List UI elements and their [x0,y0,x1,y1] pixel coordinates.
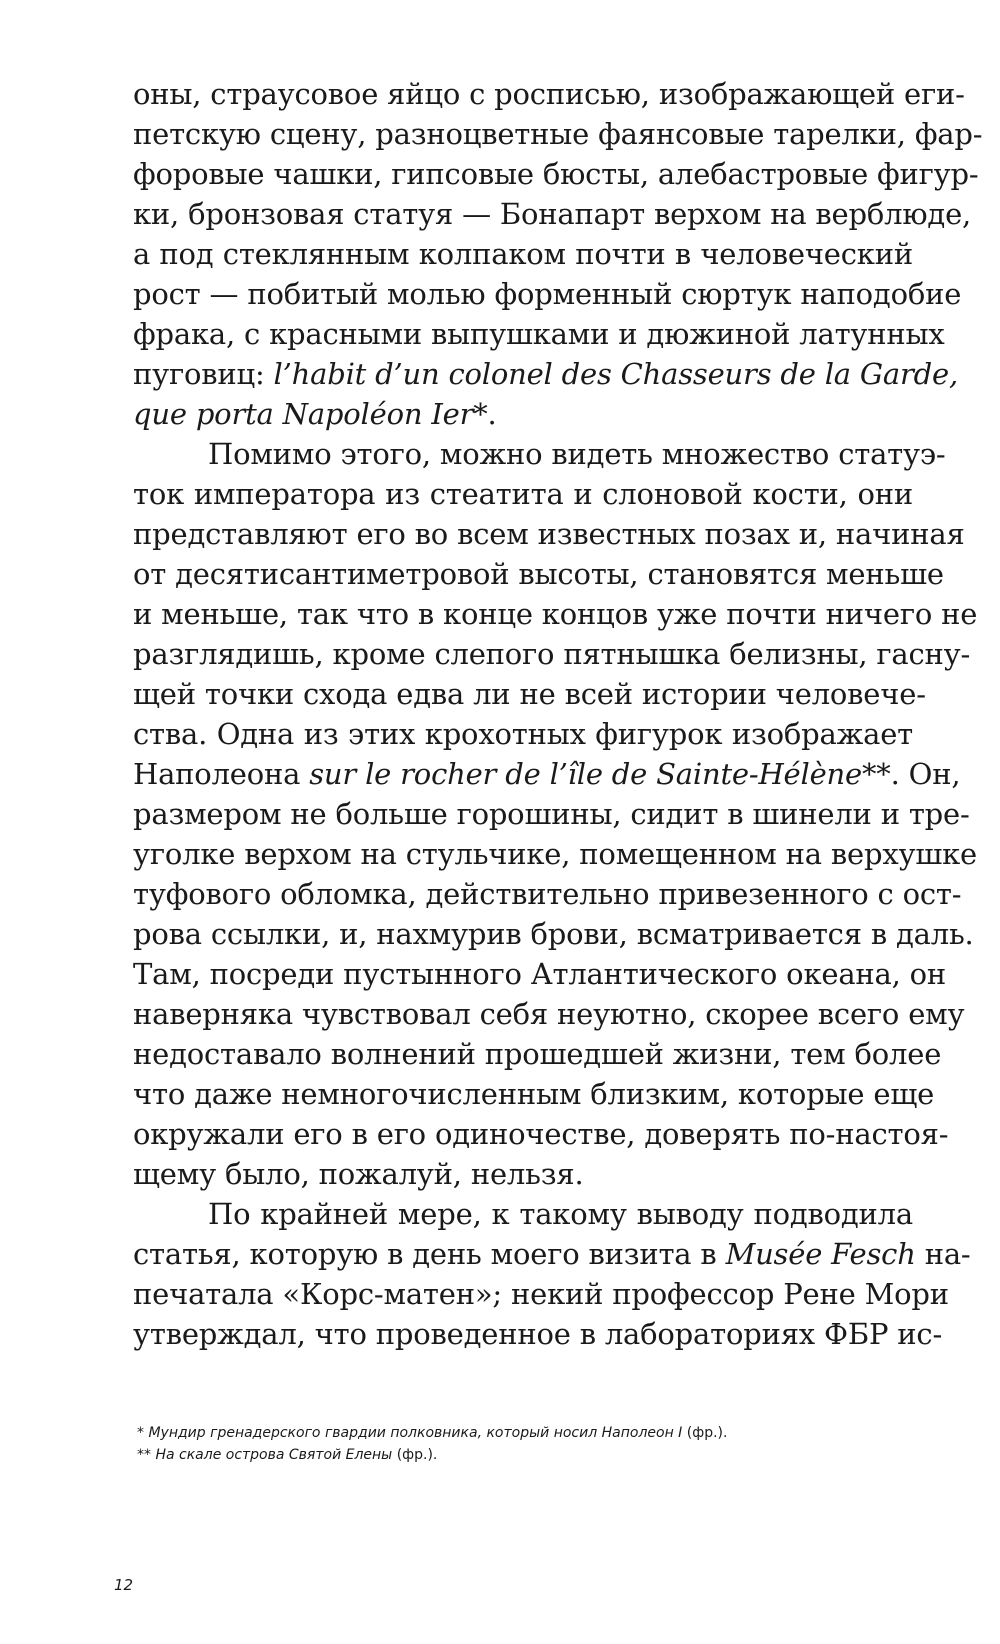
text-line: и меньше, так что в конце концов уже почти ничего не [133,597,978,631]
text-line: окружали его в его одиночестве, доверять по-настоя- [133,1117,949,1151]
text-line: а под стеклянным колпаком почти в человеческий [133,237,913,271]
text-line: оны, страусовое яйцо с росписью, изображающей еги- [133,77,965,111]
text-line: щему было, пожалуй, нельзя. [133,1157,584,1191]
text-line: Наполеона sur le rocher de l’île de Sainte-Hélène**. Он, [133,757,961,791]
footnote [137,1422,897,1444]
text-line: туфового обломка, действительно привезенного с ост- [133,877,962,911]
text-line: рост — побитый молью форменный сюртук наподобие [133,277,962,311]
text-line: наверняка чувствовал себя неуютно, скорее всего ему [133,997,965,1031]
text-line: разглядишь, кроме слепого пятнышка белизны, гасну- [133,637,971,671]
text-line: ства. Одна из этих крохотных фигурок изображает [133,717,913,751]
footnote-text: Мундир гренадерского гвардии полковника, который носил Наполеон I [148,1425,683,1441]
footnote-text: На скале острова Святой Елены [155,1447,393,1463]
text-line: que porta Napoléon Ier*. [133,397,497,431]
text-line: щей точки схода едва ли не всей истории человече- [133,677,926,711]
text-line: утверждал, что проведенное в лабораториях ФБР ис- [133,1317,943,1351]
text-line: статья, которую в день моего визита в Musée Fesch на- [133,1237,971,1271]
text-line: форовые чашки, гипсовые бюсты, алебастровые фигур- [133,157,979,191]
footnote-suffix: (фр.). [682,1425,728,1441]
text-line: ток императора из стеатита и слоновой кости, они [133,477,913,511]
footnote-mark: ** [137,1447,151,1463]
footnotes [137,1422,897,1466]
text-line: По крайней мере, к такому выводу подводила [208,1197,913,1231]
text-line: недоставало волнений прошедшей жизни, тем более [133,1037,942,1071]
text-line: ки, бронзовая статуя — Бонапарт верхом на верблюде, [133,197,972,231]
text-line: представляют его во всем известных позах и, начиная [133,517,965,551]
text-line: рова ссылки, и, нахмурив брови, всматривается в даль. [133,917,974,951]
footnote-suffix: (фр.). [392,1447,438,1463]
text-line: фрака, с красными выпушками и дюжиной латунных [133,317,945,351]
text-line: размером не больше горошины, сидит в шинели и тре- [133,797,970,831]
footnote [137,1444,897,1466]
text-line: Помимо этого, можно видеть множество статуэ- [208,437,946,471]
page-number: 12 [114,1576,134,1594]
text-line: Там, посреди пустынного Атлантического океана, он [133,957,947,991]
text-line: печатала «Корс-матен»; некий профессор Рене Мори [133,1277,949,1311]
text-line: от десятисантиметровой высоты, становятся меньше [133,557,944,591]
footnote-mark: * [137,1425,144,1441]
main-text [133,74,983,1354]
text-line: пуговиц: l’habit d’un colonel des Chasseurs de la Garde, [133,357,958,391]
text-line: что даже немногочисленным близким, которые еще [133,1077,935,1111]
text-line: уголке верхом на стульчике, помещенном на верхушке [133,837,977,871]
text-line: петскую сцену, разноцветные фаянсовые тарелки, фар- [133,117,983,151]
